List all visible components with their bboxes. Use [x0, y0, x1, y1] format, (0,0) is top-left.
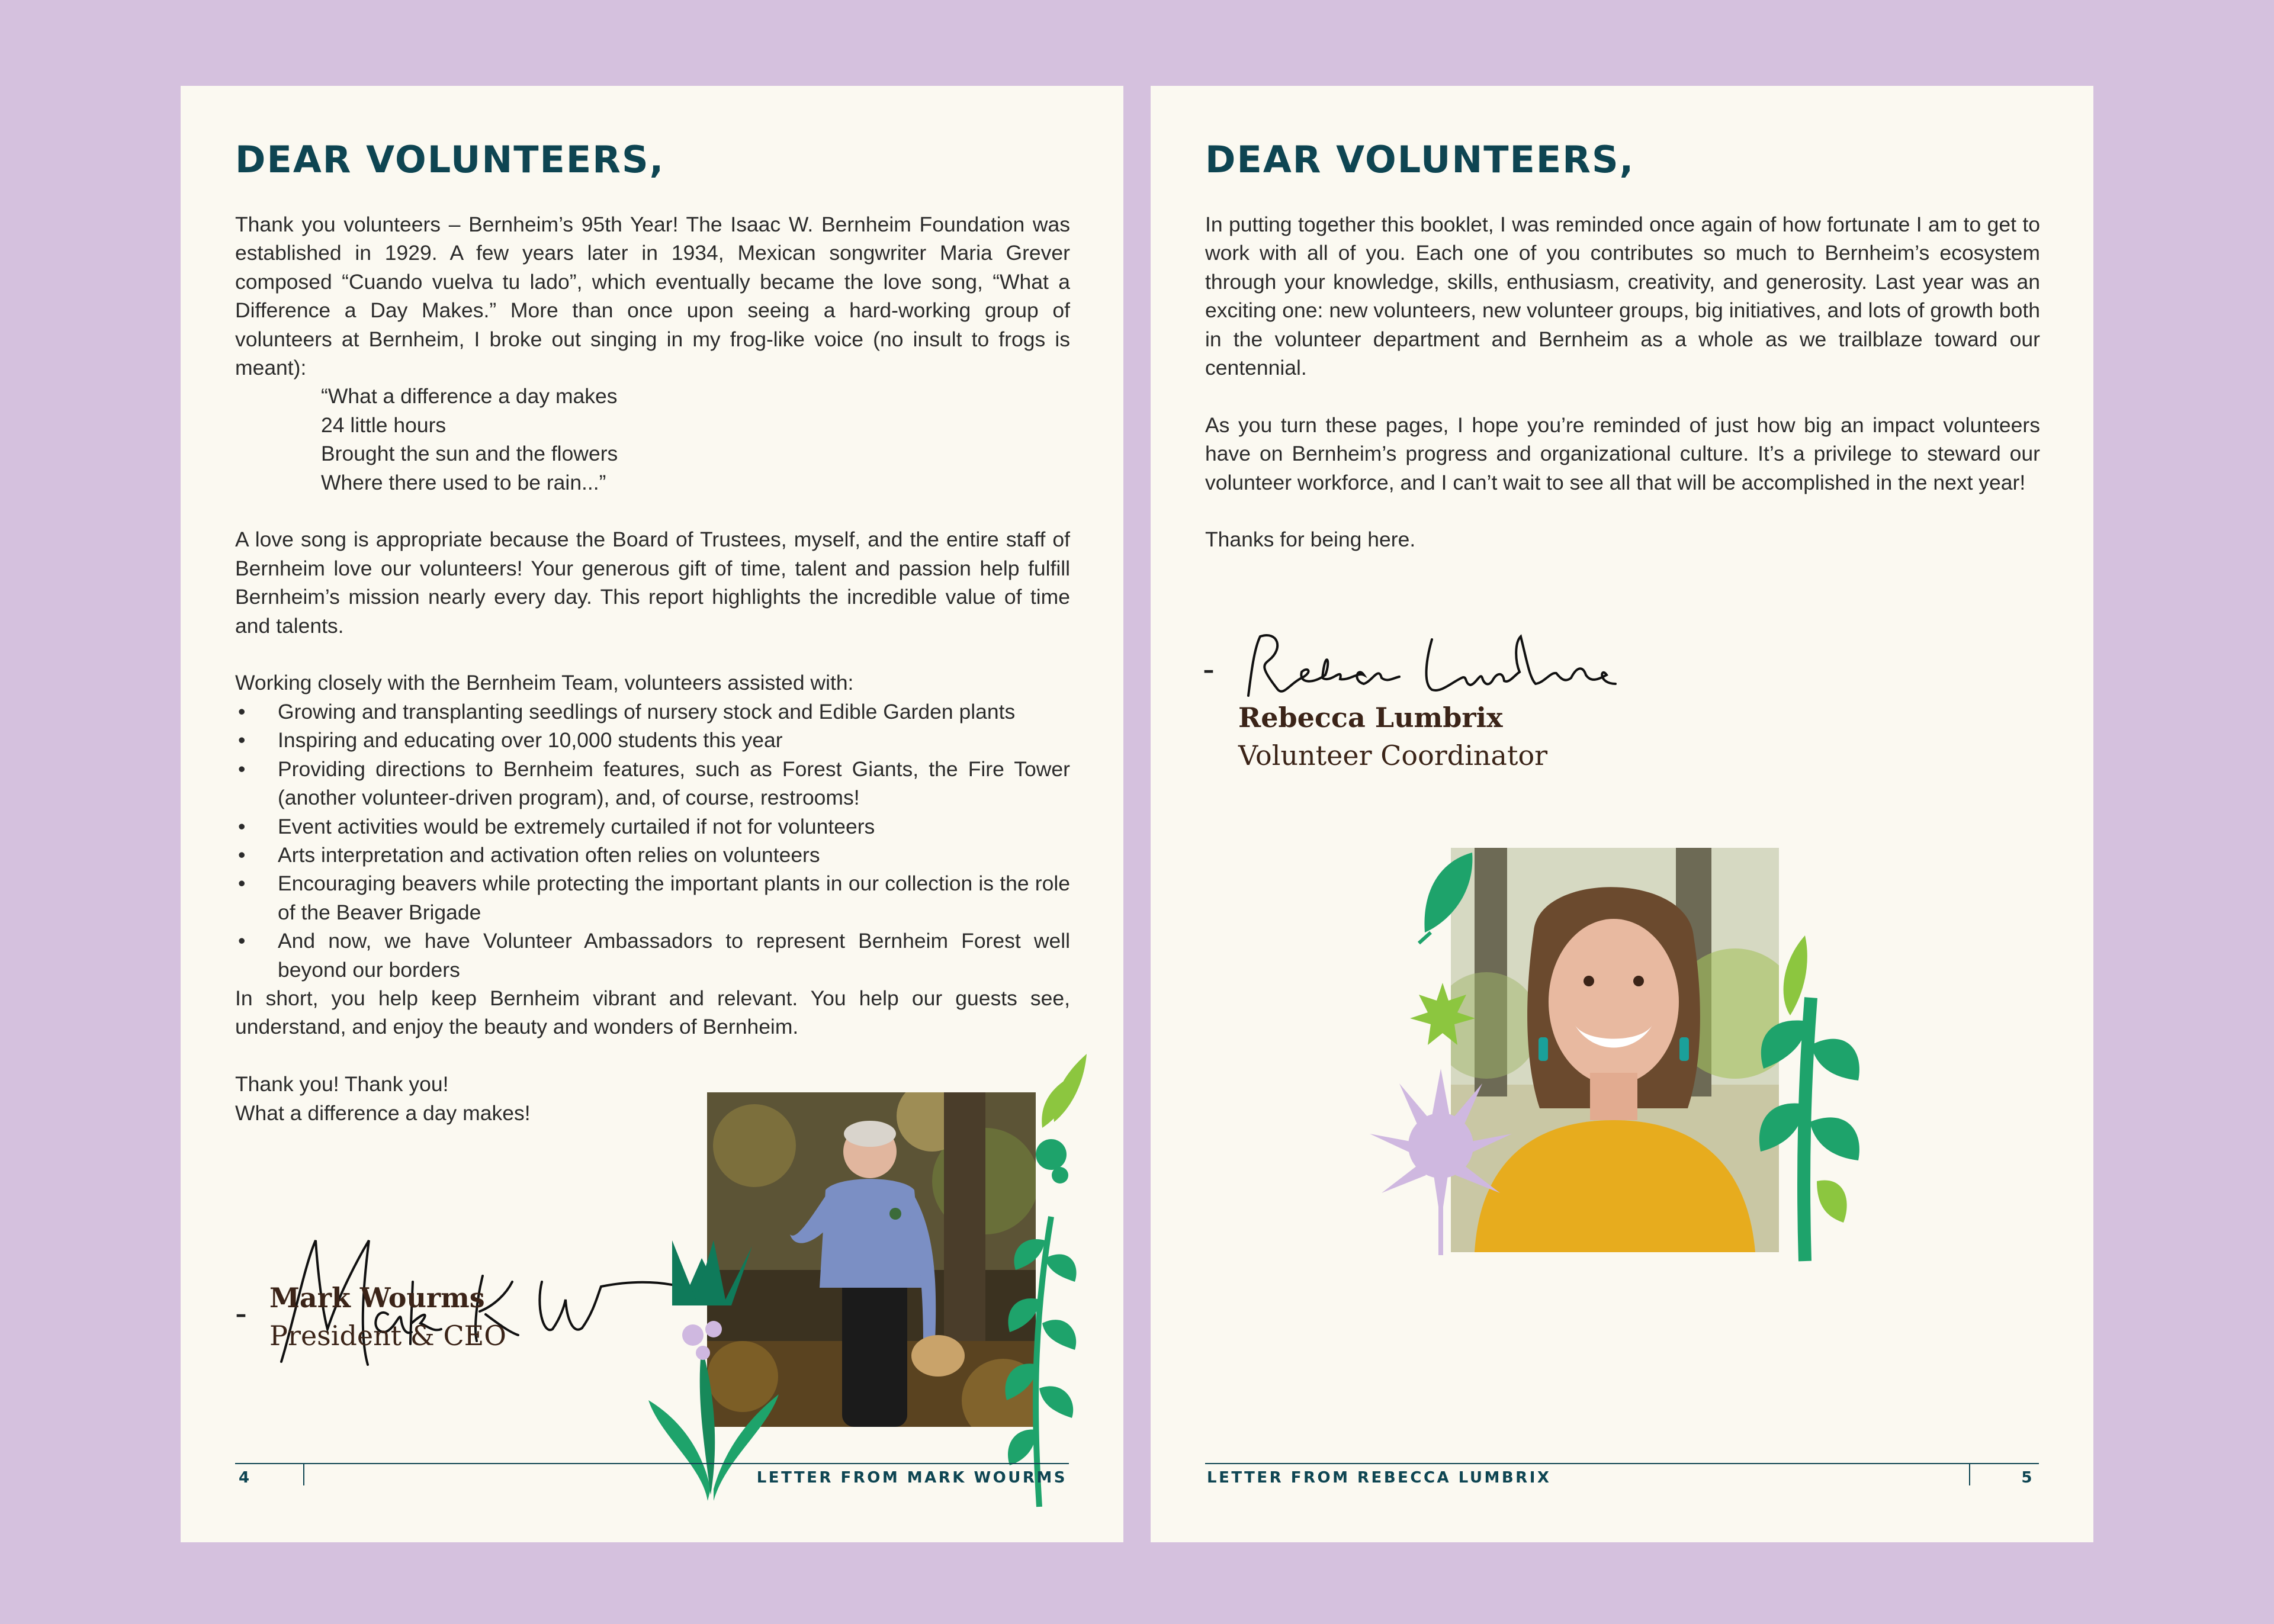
- assist-list: [235, 697, 1070, 984]
- bullet-icon: •: [238, 929, 246, 953]
- list-item: • Event activities would be extremely curtailed if not for volunteers: [235, 812, 1070, 841]
- list-item: • Inspiring and educating over 10,000 students this year: [235, 726, 1070, 754]
- list-item: • Arts interpretation and activation often relies on volunteers: [235, 841, 1070, 869]
- summary-paragraph: In short, you help keep Bernheim vibrant and relevant. You help our guests see, understand, and enjoy the beauty and wonders of Bernheim.: [235, 986, 1070, 1039]
- page-number: 5: [2021, 1469, 2034, 1487]
- bullet-icon: •: [238, 814, 246, 838]
- left-page: [181, 86, 1123, 1542]
- oak-leaf-icon: [1416, 850, 1481, 944]
- signature-dash: -: [235, 1293, 247, 1333]
- footer-label: LETTER FROM MARK WOURMS: [756, 1469, 1067, 1487]
- signer-title: Volunteer Coordinator: [1238, 739, 1548, 771]
- signature-rebecca-lumbrix: [1236, 625, 1651, 708]
- list-item: • And now, we have Volunteer Ambassadors to represent Bernheim Forest well beyond our borders: [235, 927, 1070, 984]
- footer-divider: [1969, 1464, 1970, 1485]
- signer-name: Rebecca Lumbrix: [1238, 702, 1503, 734]
- lyric-line: Brought the sun and the flowers: [321, 442, 618, 466]
- fern-stalk-icon: [986, 1205, 1087, 1513]
- song-lyrics: [235, 382, 1070, 497]
- page-heading: DEAR VOLUNTEERS,: [1205, 138, 1635, 181]
- lilac-flower-icon: [1364, 1057, 1518, 1258]
- list-item: • Encouraging beavers while protecting the important plants in our collection is the role of the Beaver Brigade: [235, 869, 1070, 927]
- bullet-icon: •: [238, 842, 246, 867]
- footer-label: LETTER FROM REBECCA LUMBRIX: [1207, 1469, 1552, 1487]
- footer-divider: [303, 1464, 304, 1485]
- list-intro: Working closely with the Bernheim Team, volunteers assisted with:: [235, 671, 854, 695]
- bullet-icon: •: [238, 872, 246, 896]
- footer-rule: [1205, 1463, 2039, 1464]
- leaf-sprig-icon: [1027, 1051, 1093, 1193]
- impact-paragraph: As you turn these pages, I hope you’re reminded of just how big an impact volunteers have on Bernheim’s progress and organizational culture. It’s a privilege to steward our volunteer workforce, and I can’t wait to see all that will be accomplished in the next year!: [1205, 413, 2040, 494]
- letter-body: [235, 210, 1070, 1127]
- signature-dash: -: [1203, 649, 1215, 689]
- booklet-paragraph: In putting together this booklet, I was reminded once again of how fortunate I am to get to work with all of you. Each one of you contributes so much to Bernheim’s ecosystem through your knowledge, skills, enthusiasm, creativity, and generosity. Last year was an exciting one: new volunteers, new volunteer groups, big initiatives, and lots of growth both in the volunteer department and Bernheim as a whole as we trailblaze toward our centennial.: [1205, 213, 2040, 380]
- love-song-paragraph: A love song is appropriate because the Board of Trustees, myself, and the entire staff of Bernheim love our volunteers! Your generous gift of time, talent and passion help fulfill Bernheim’s mission nearly every day. This report highlights the incredible value of time and talents.: [235, 528, 1070, 638]
- bullet-icon: •: [238, 757, 246, 781]
- list-item: • Providing directions to Bernheim features, such as Forest Giants, the Fire Tower (another volunteer-driven program), and, of course, restrooms!: [235, 755, 1070, 812]
- intro-paragraph: Thank you volunteers – Bernheim’s 95th Year! The Isaac W. Bernheim Foundation was established in 1929. A few years later in 1934, Mexican songwriter Maria Grever composed “Cuando vuelva tu lado”, which eventually became the love song, “What a Difference a Day Makes.” More than once upon seeing a hard-working group of volunteers at Bernheim, I broke out singing in my frog-like voice (no insult to frogs is meant):: [235, 213, 1070, 380]
- maple-leaf-icon: [1407, 980, 1478, 1051]
- right-page: [1151, 86, 2093, 1542]
- signer-title: President & CEO: [269, 1320, 506, 1352]
- closing-line: Thank you! Thank you!: [235, 1072, 449, 1096]
- letter-body: [1205, 210, 2040, 554]
- lyric-line: 24 little hours: [321, 413, 447, 437]
- thanks-line: Thanks for being here.: [1205, 528, 1416, 552]
- page-heading: DEAR VOLUNTEERS,: [235, 138, 665, 181]
- thistle-plant-icon: [637, 1240, 785, 1507]
- bullet-icon: •: [238, 699, 246, 723]
- lyric-line: Where there used to be rain...”: [321, 470, 606, 494]
- signer-name: Mark Wourms: [269, 1282, 485, 1314]
- closing-line: What a difference a day makes!: [235, 1101, 531, 1125]
- footer-rule: [235, 1463, 1069, 1464]
- leafy-stalk-icon: [1746, 927, 1870, 1264]
- bullet-icon: •: [238, 728, 246, 752]
- page-number: 4: [239, 1469, 252, 1487]
- list-item: • Growing and transplanting seedlings of nursery stock and Edible Garden plants: [235, 697, 1070, 726]
- lyric-line: “What a difference a day makes: [321, 384, 618, 409]
